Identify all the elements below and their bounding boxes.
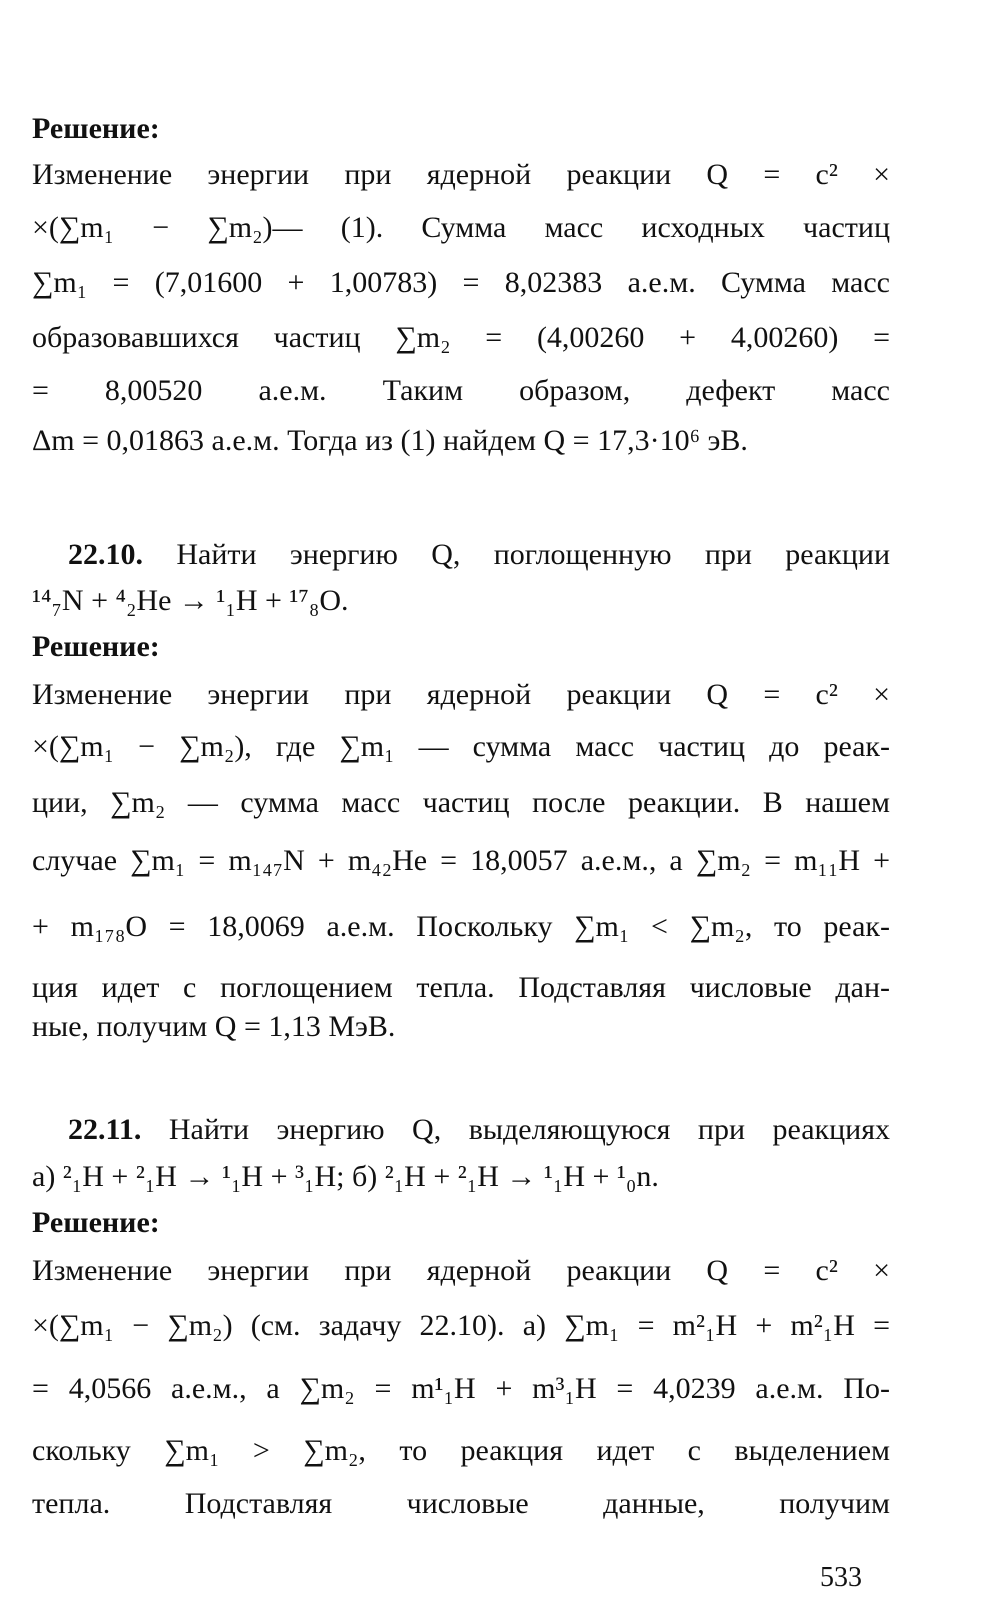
- reaction-equation: а) ²₁H + ²₁H → ¹₁H + ³₁H; б) ²₁H + ²₁H → ¹₁H + ¹₀n.: [32, 1160, 659, 1193]
- problem-number: 22.10.: [68, 538, 143, 571]
- problem-text: Найти энергию Q, поглощенную при реакции: [176, 538, 890, 571]
- solution-heading: Решение:: [32, 112, 160, 145]
- text-line: Изменение энергии при ядерной реакции Q = c² ×: [32, 1254, 890, 1287]
- text-line: Изменение энергии при ядерной реакции Q = c² ×: [32, 678, 890, 711]
- text-line: ×(∑m₁ − ∑m₂) (см. задачу 22.10). а) ∑m₁ = m²₁H + m²₁H =: [32, 1309, 890, 1342]
- text-line: + m₁₇₈O = 18,0069 а.е.м. Поскольку ∑m₁ < ∑m₂, то реак-: [32, 910, 890, 943]
- problem-text: Найти энергию Q, выделяющуюся при реакциях: [168, 1113, 891, 1146]
- text-line: тепла. Подставляя числовые данные, получим: [32, 1487, 890, 1520]
- text-line: скольку ∑m₁ > ∑m₂, то реакция идет с выделением: [32, 1434, 890, 1467]
- reaction-equation: ¹⁴₇N + ⁴₂He → ¹₁H + ¹⁷₈O.: [32, 584, 349, 617]
- page-number: 533: [820, 1562, 862, 1593]
- text-line: ∑m₁ = (7,01600 + 1,00783) = 8,02383 а.е.м. Сумма масс: [32, 266, 890, 299]
- text-line: ции, ∑m₂ — сумма масс частиц после реакции. В нашем: [32, 786, 890, 819]
- text-line: ция идет с поглощением тепла. Подставляя числовые дан-: [32, 971, 890, 1004]
- text-line: ные, получим Q = 1,13 МэВ.: [32, 1010, 396, 1043]
- text-line: Δm = 0,01863 а.е.м. Тогда из (1) найдем Q = 17,3·10⁶ эВ.: [32, 424, 748, 457]
- text-line: = 8,00520 а.е.м. Таким образом, дефект масс: [32, 374, 890, 407]
- text-line: ×(∑m₁ − ∑m₂)— (1). Сумма масс исходных частиц: [32, 211, 890, 244]
- text-line: ×(∑m₁ − ∑m₂), где ∑m₁ — сумма масс частиц до реак-: [32, 730, 890, 763]
- text-line: = 4,0566 а.е.м., а ∑m₂ = m¹₁H + m³₁H = 4,0239 а.е.м. По-: [32, 1372, 890, 1405]
- problem-number: 22.11.: [68, 1113, 142, 1146]
- text-line: образовавшихся частиц ∑m₂ = (4,00260 + 4,00260) =: [32, 321, 890, 354]
- text-line: случае ∑m₁ = m₁₄₇N + m₄₂He = 18,0057 а.е.м., а ∑m₂ = m₁₁H +: [32, 844, 890, 877]
- solution-heading: Решение:: [32, 630, 160, 663]
- problem-statement: [68, 1113, 890, 1147]
- text-line: Изменение энергии при ядерной реакции Q = c² ×: [32, 158, 890, 191]
- problem-statement: [68, 538, 890, 572]
- solution-heading: Решение:: [32, 1206, 160, 1239]
